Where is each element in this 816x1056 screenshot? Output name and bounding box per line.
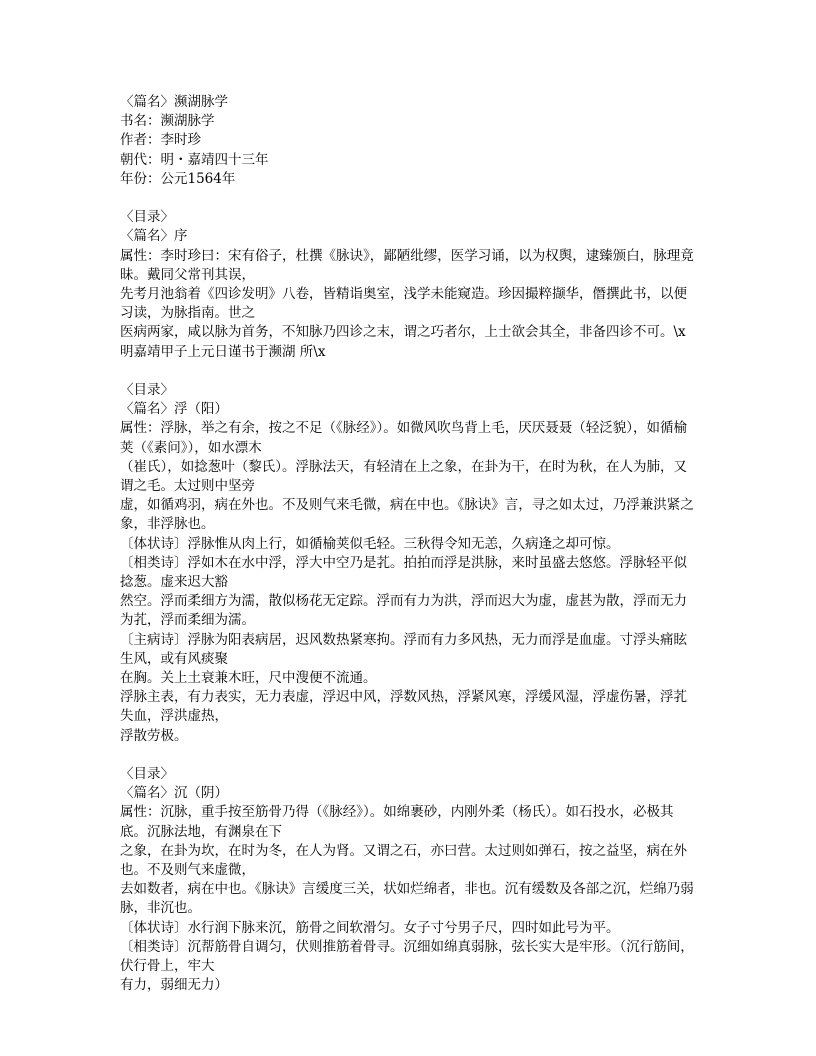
spacer [120, 362, 700, 381]
paragraph-line: 虚，如循鸡羽，病在外也。不及则气来毛微，病在中也。《脉诀》言，寻之如太过，乃浮兼洪紧之象，非浮脉也。 [120, 497, 694, 533]
author-line: 作者：李时珍 [120, 132, 201, 149]
poem-line: 〔主病诗〕浮脉为阳表病居，迟风数热紧寒拘。浮而有力多风热，无力而浮是血虚。寸浮头痛眩生风，或有风痰聚 [120, 631, 687, 667]
year-line: 年份：公元1564年 [120, 170, 236, 187]
poem-line: 在胸。关上土衰兼木旺，尺中溲便不流通。 [120, 670, 377, 687]
title-line: 〈篇名〉濒湖脉学 [120, 94, 228, 110]
header-block [120, 93, 700, 189]
section-floating-pulse [120, 381, 700, 746]
paragraph-line: 医病两家，咸以脉为首务，不知脉乃四诊之末，谓之巧者尔，上士欲会其全，非备四诊不可。\x 明嘉靖甲子上元日谨书于濒湖 所\x [120, 324, 686, 360]
paragraph-line: 先考月池翁着《四诊发明》八卷，皆精诣奥室，浅学未能窥造。珍因撮粹撷华，僭撰此书，以便习读，为脉指南。世之 [120, 286, 687, 322]
poem-line: 有力，弱细无力） [120, 977, 228, 994]
poem-line: 〔相类诗〕浮如木在水中浮，浮大中空乃是芤。拍拍而浮是洪脉，来时虽盛去悠悠。浮脉轻平似捻葱。虚来迟大豁 [120, 554, 687, 591]
section-deep-pulse [120, 765, 700, 995]
poem-line: 〔相类诗〕沉帮筋骨自调匀，伏则推筋着骨寻。沉细如绵真弱脉，弦长实大是牢形。（沉行筋间，伏行骨上，牢大 [120, 938, 694, 975]
spacer [120, 189, 700, 208]
document-page [120, 93, 700, 996]
section-title: 〈篇名〉序 [120, 228, 188, 245]
poem-line: 然空。浮而柔细方为濡，散似杨花无定踪。浮而有力为洪，浮而迟大为虚，虚甚为散，浮而无力为芤，浮而柔细为濡。 [120, 593, 687, 629]
toc-marker: 〈目录〉 [120, 209, 174, 226]
section-title: 〈篇名〉浮（阳） [120, 401, 228, 418]
poem-line: 〔体状诗〕水行润下脉来沉，筋骨之间软滑匀。女子寸兮男子尺，四时如此号为平。 [120, 919, 620, 936]
dynasty-line: 朝代：明・嘉靖四十三年 [120, 151, 269, 168]
book-name-line: 书名：濒湖脉学 [120, 113, 215, 130]
paragraph-line: 属性：沉脉，重手按至筋骨乃得（《脉经》）。如绵裹砂，内刚外柔（杨氏）。如石投水，必极其底。沉脉法地，有渊泉在下 [120, 804, 674, 840]
paragraph-line: （崔氏），如捻葱叶（黎氏）。浮脉法天，有轻清在上之象，在卦为干，在时为秋，在人为肺，又谓之毛。太过则中坚旁 [120, 458, 687, 495]
section-preface [120, 208, 700, 362]
toc-marker: 〈目录〉 [120, 382, 174, 399]
poem-line: 〔体状诗〕浮脉惟从肉上行，如循榆荚似毛轻。三秋得令知无恙，久病逢之却可惊。 [120, 535, 620, 552]
paragraph-line: 属性：浮脉，举之有余，按之不足（《脉经》）。如微风吹鸟背上毛，厌厌聂聂（轻泛貌），如循榆荚（《素问》），如水漂木 [120, 420, 687, 456]
paragraph-line: 浮散劳极。 [120, 727, 188, 744]
paragraph-line: 浮脉主表，有力表实，无力表虚，浮迟中风，浮数风热，浮紧风寒，浮缓风湿，浮虚伤暑，浮芤失血，浮洪虚热， [120, 689, 687, 725]
paragraph-line: 去如数者，病在中也。《脉诀》言缓度三关，状如烂绵者，非也。沉有缓数及各部之沉，烂绵乃弱脉，非沉也。 [120, 881, 694, 917]
spacer [120, 746, 700, 765]
paragraph-line: 属性：李时珍曰：宋有俗子，杜撰《脉诀》，鄙陋纰缪，医学习诵，以为权舆，逮臻颁白，脉理竟昧。戴同父常刊其误， [120, 247, 694, 283]
section-title: 〈篇名〉沉（阴） [120, 785, 228, 802]
paragraph-line: 之象，在卦为坎，在时为冬，在人为肾。又谓之石，亦曰营。太过则如弹石，按之益坚，病在外也。不及则气来虚微， [120, 842, 687, 879]
toc-marker: 〈目录〉 [120, 766, 174, 783]
